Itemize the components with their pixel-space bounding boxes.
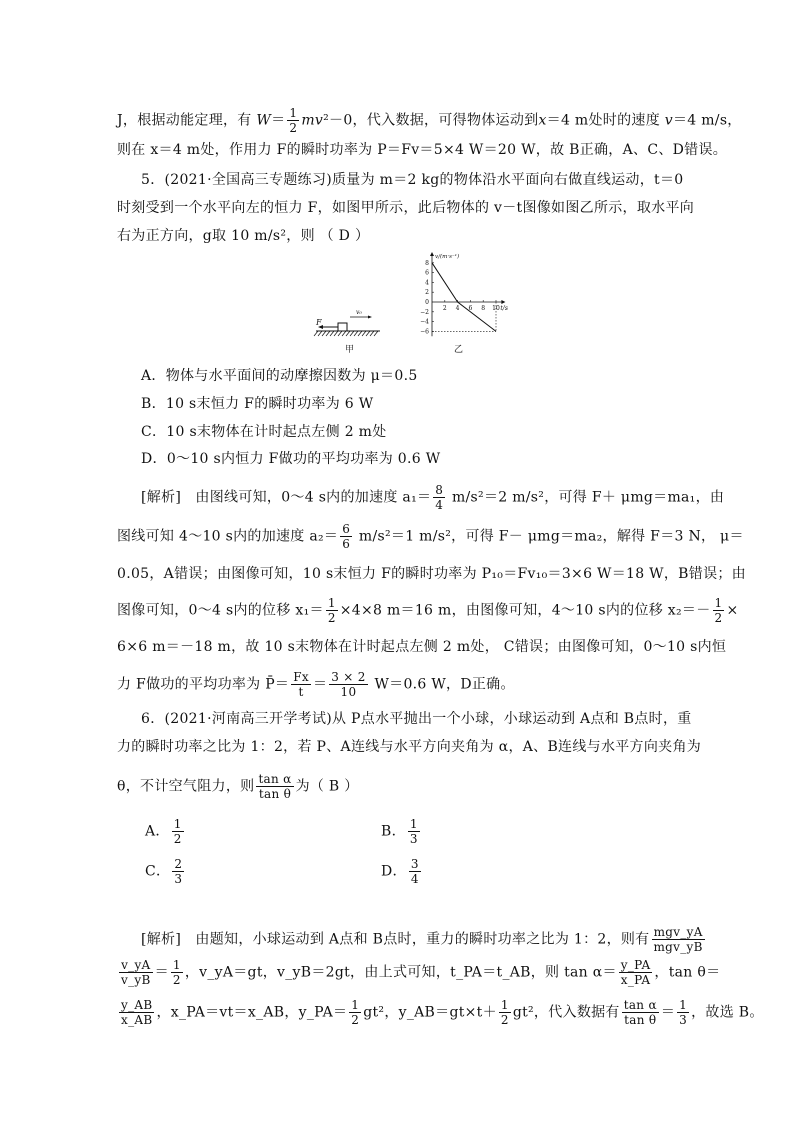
text: mv [301,112,324,129]
y-tick-label: 2 [425,289,429,297]
text: 图线可知 4～10 s内的加速度 a₂＝ [117,528,339,545]
q5-analysis-line-4 [117,596,739,625]
denominator: 2 [714,611,723,625]
denominator: v_yB [121,973,151,987]
y-tick-label: 6 [425,269,429,277]
numerator: y_AB [121,998,153,1012]
fraction [677,998,689,1027]
text: W＝0.6 W，D正确。 [369,676,515,693]
fraction [622,998,659,1027]
text: m/s²＝1 m/s²，可得 F－ μmg＝ma₂，解得 F＝3 N， μ＝ [354,528,744,545]
text: ＝4 m/s， [672,112,742,129]
denominator: 2 [351,1013,360,1027]
text: v [664,112,673,129]
denominator: 6 [342,537,351,551]
q6-analysis-line-2 [117,958,721,987]
text: 图像可知，0～4 s内的位移 x₁＝ [117,602,324,619]
x-tick-label: 6 [468,305,473,312]
text: [解析] 由图线可知，0～4 s内的加速度 a₁＝ [141,489,432,506]
text: ，x_PA＝vt＝x_AB，y_PA＝ [156,1004,348,1021]
text: x [538,112,547,129]
denominator: 10 [340,685,357,699]
numerator: 2 [174,857,183,871]
y-axis-label: v/(m·s⁻¹) [435,254,460,260]
numerator: 1 [500,998,509,1012]
fraction [119,958,153,987]
numerator: y_PA [620,958,651,972]
y-tick-label: 8 [425,259,429,267]
x-axis-label: t/s [500,305,508,312]
denominator: tan θ [258,787,292,801]
q5-stem-line-1: 5．(2021·全国高三专题练习)质量为 m＝2 kg的物体沿水平面向右做直线运动，t＝0 [141,172,684,188]
numerator: 1 [173,817,182,831]
denominator: 3 [679,1013,688,1027]
y-tick-label: −6 [420,328,429,336]
x-tick-label: 4 [455,305,460,312]
text: 力 F做功的平均功率为 P̄＝ [117,676,290,693]
denominator: 2 [327,611,336,625]
fraction [119,998,154,1027]
q5-analysis-line-1 [141,483,725,512]
hatch-mark [338,331,342,336]
figure-yi-caption: 乙 [454,345,464,355]
text: ＝ [271,112,286,129]
figure-yi-vt-chart [418,252,518,342]
text: ²－0，代入数据，可得物体运动到 [323,112,539,129]
denominator: 2 [172,973,181,987]
q5-option-b: B．10 s末恒力 F的瞬时功率为 6 W [141,396,374,412]
prev-solution-line-2: 则在 x＝4 m处，作用力 F的瞬时功率为 P＝Fv＝5×4 W＝20 W，故 B正确，A、C、D错误。 [117,142,728,158]
hatch-mark [322,331,326,336]
q6-option-d [381,857,581,886]
q5-stem-line-2: 时刻受到一个水平向左的恒力 F，如图甲所示，此后物体的 v－t图像如图乙所示，取水平向 [117,200,695,216]
q5-analysis-line-6 [117,670,677,699]
numerator: mgv_yA [652,925,705,940]
q5-option-c: C．10 s末物体在计时起点左侧 2 m处 [141,424,387,440]
fraction [171,958,183,987]
numerator: 1 [714,596,723,610]
text: ＝ [312,676,328,693]
option-label: D． [381,863,407,880]
hatch-mark [326,331,330,336]
text: ×4×8 m＝16 m，由图像可知，4～10 s内的位移 x₂＝－ [339,602,711,619]
denominator: x_AB [121,1013,153,1027]
velocity-label: v₀ [356,309,362,316]
q6-option-b [381,817,581,846]
y-tick-label: 4 [425,279,429,287]
q5-stem-line-3: 右为正方向，g取 10 m/s²，则 （ D ） [117,228,370,244]
fraction [172,817,184,846]
q5-option-d: D．0～10 s内恒力 F做功的平均功率为 0.6 W [141,451,441,467]
numerator: 8 [435,483,444,497]
y-tick-label: −4 [420,318,429,326]
y-tick-label: −2 [420,308,429,316]
text: ＝ [660,1004,676,1021]
text: J，根据动能定理，有 [117,112,257,129]
hatch-mark [366,331,370,336]
numerator: tan α [258,772,292,786]
fraction [340,522,352,551]
numerator: Fx [293,670,309,684]
text: gt²，代入数据有 [512,1004,620,1021]
numerator: 3 [410,857,419,871]
denominator: 2 [289,121,298,135]
text: ＝4 m处时的速度 [546,112,665,129]
denominator: tan θ [624,1013,657,1027]
text: ＝ [154,964,169,981]
denominator: mgv_yB [653,940,703,954]
q6-option-c [145,857,345,886]
numerator: 3 × 2 [331,670,366,684]
fraction [291,670,311,699]
ground-hatch [314,331,378,336]
velocity-arrow-head [368,316,372,319]
fraction [713,596,725,625]
fraction [409,857,421,886]
fraction [499,998,511,1027]
hatch-mark [354,331,358,336]
x-tick-label: 10 [492,305,500,312]
option-label: B． [381,823,406,840]
block [338,323,347,331]
vt-series-line [432,263,496,332]
text: gt²，y_AB＝gt×t＋ [363,1004,497,1021]
text: ，v_yA＝gt，v_yB＝2gt，由上式可知，t_PA＝t_AB，则 tan α＝ [184,964,617,981]
numerator: v_yA [119,958,153,973]
denominator: 2 [500,1013,509,1027]
x-tick-label: 8 [481,305,486,312]
hatch-mark [318,331,322,336]
numerator: 1 [289,106,298,120]
text: ，tan θ＝ [654,964,721,981]
numerator: 1 [679,998,688,1012]
q6-analysis-line-1 [141,925,703,954]
fraction [256,772,293,801]
hatch-mark [362,331,366,336]
numerator: 6 [342,522,351,536]
fraction [172,857,184,886]
denominator: 2 [173,832,182,846]
numerator: 1 [172,958,181,972]
y-axis-arrow [430,252,434,256]
fraction [326,596,338,625]
hatch-mark [334,331,338,336]
fraction [619,958,653,987]
denominator: 4 [410,872,419,886]
q6-option-a [145,817,345,846]
x-axis-arrow [501,300,505,304]
denominator: t [298,685,304,699]
hatch-mark [350,331,354,336]
y-tick-label: 0 [425,299,429,306]
hatch-mark [358,331,362,336]
hatch-mark [370,331,374,336]
hatch-mark [330,331,334,336]
text: × [726,602,739,619]
q6-analysis-line-3 [117,998,764,1027]
q5-analysis-line-2 [117,522,744,551]
text: ，故选 B。 [691,1004,764,1021]
numerator: tan α [623,998,657,1012]
fraction [408,817,420,846]
text: [解析] 由题知，小球运动到 A点和 B点时，重力的瞬时功率之比为 1：2，则有 [141,931,650,948]
text: θ，不计空气阻力，则 [117,778,255,795]
text: 为（ B ） [295,778,359,795]
hatch-mark [374,331,378,336]
fraction [433,483,445,512]
x-tick-label: 2 [442,305,447,312]
q5-option-a: A．物体与水平面间的动摩擦因数为 μ＝0.5 [141,368,418,384]
q5-analysis-line-5: 6×6 m＝－18 m，故 10 s末物体在计时起点左侧 2 m处， C错误；由图像可知，0～10 s内恒 [117,639,727,655]
q6-stem-line-2: 力的瞬时功率之比为 1：2，若 P、A连线与水平方向夹角为 α，A、B连线与水平方向夹角为 [117,739,702,755]
denominator: x_PA [620,973,651,987]
q5-analysis-line-3: 0.05，A错误；由图像可知，10 s末恒力 F的瞬时功率为 P₁₀＝Fv₁₀＝3×6 W＝18 W，B错误；由 [117,566,746,582]
denominator: 4 [435,498,444,512]
fraction [652,925,705,954]
denominator: 3 [174,872,183,886]
option-label: A． [145,823,170,840]
text: W [256,112,272,129]
figure-jia [308,305,408,345]
numerator: 1 [351,998,360,1012]
q6-stem-line-1: 6．(2021·河南高三开学考试)从 P点水平抛出一个小球，小球运动到 A点和 B点时，重 [141,711,692,727]
force-label: F [316,318,322,327]
hatch-mark [342,331,346,336]
text: m/s²＝2 m/s²，可得 F＋ μmg＝ma₁，由 [447,489,725,506]
hatch-mark [346,331,350,336]
option-label: C． [145,863,171,880]
q6-stem-line-3 [117,772,677,801]
fraction [349,998,361,1027]
figure-jia-caption: 甲 [345,345,355,355]
fraction [287,106,299,135]
prev-solution-line-1 [117,106,742,135]
fraction [329,670,367,699]
numerator: 1 [409,817,418,831]
numerator: 1 [327,596,336,610]
hatch-mark [314,331,318,336]
denominator: 3 [409,832,418,846]
